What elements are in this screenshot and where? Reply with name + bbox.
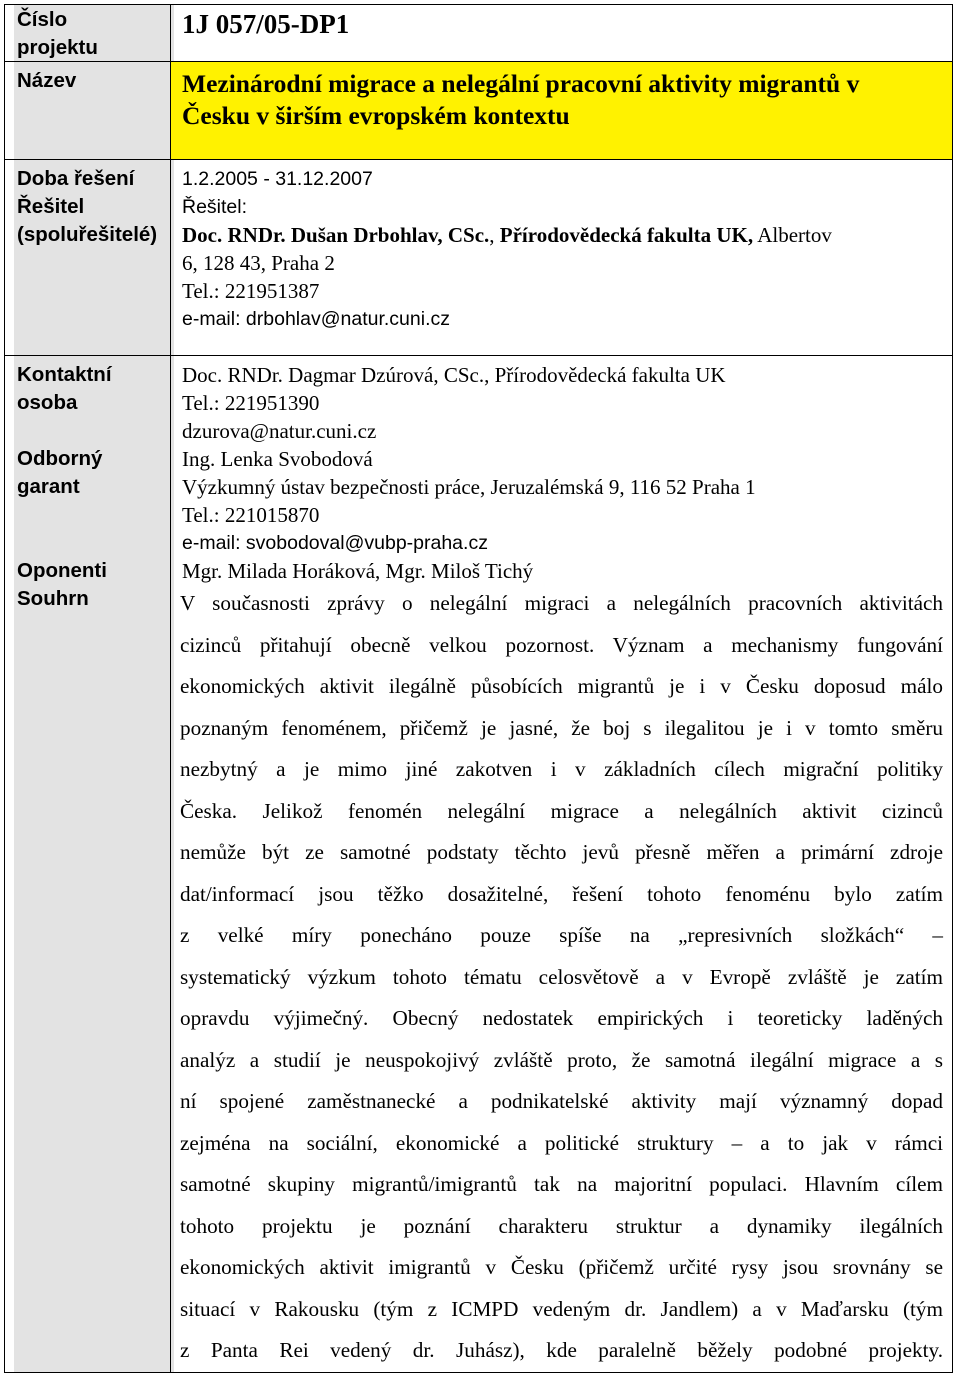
row-divider — [4, 355, 953, 356]
souhrn-line: dat/informací jsou těžko dosažitelné, řešení tohoto fenoménu bylo zatím — [180, 881, 943, 906]
project-title-line: Česku v širším evropském kontextu — [182, 101, 570, 130]
doba-reseni-value: 1.2.2005 - 31.12.2007 — [182, 168, 373, 190]
resitel-heading: Řešitel: — [182, 196, 248, 218]
project-title-line: Mezinárodní migrace a nelegální pracovní aktivity migrantů v — [182, 69, 860, 98]
souhrn-line: tohoto projektu je poznání charakteru struktur a dynamiky ilegálních — [180, 1213, 943, 1238]
oponenti-value: Mgr. Milada Horáková, Mgr. Miloš Tichý — [182, 559, 534, 583]
kontakt-email: dzurova@natur.cuni.cz — [182, 419, 377, 443]
souhrn-line: ní spojené zaměstnanecké a podnikatelské aktivity mají významný dopad — [180, 1089, 943, 1113]
kontakt-name-line: Doc. RNDr. Dagmar Dzúrová, CSc., Přírodovědecká fakulta UK — [182, 363, 726, 387]
row-divider — [4, 159, 953, 160]
resitel-name: Doc. RNDr. Dušan Drbohlav, CSc. — [182, 223, 490, 247]
resitel-address: 6, 128 43, Praha 2 — [182, 251, 335, 275]
resitel-email: e-mail: drbohlav@natur.cuni.cz — [182, 308, 451, 330]
kontakt-name: Doc. RNDr. Dagmar Dzúrová, CSc. — [182, 363, 485, 387]
garant-block — [182, 445, 756, 557]
label-resitel: Řešitel (spoluřešitelé) — [17, 195, 158, 246]
souhrn-line: Česka. Jelikož fenomén nelegální migrace a nelegálních aktivit cizinců — [180, 798, 943, 823]
souhrn-line: nemůže být ze samotné podstaty těchto jevů přesně měřen a primární zdroje — [180, 840, 943, 864]
project-title — [182, 68, 859, 132]
table-bottom-border — [4, 1372, 953, 1373]
resitel-block — [182, 193, 832, 333]
souhrn-line: analýz a studií je neuspokojivý zvláště proto, že samotná ilegální migrace a s — [180, 1047, 943, 1072]
kontakt-tel: Tel.: 221951390 — [182, 391, 320, 415]
garant-name: Ing. Lenka Svobodová — [182, 447, 373, 471]
garant-tel: Tel.: 221015870 — [182, 503, 320, 527]
label-cislo-projektu: Číslo projektu — [17, 8, 98, 59]
resitel-tel: Tel.: 221951387 — [182, 279, 320, 303]
resitel-name-line: Doc. RNDr. Dušan Drbohlav, CSc., Přírodovědecká fakulta UK, Albertov — [182, 223, 832, 247]
label-odborny-garant: Odborný garant — [17, 447, 103, 498]
souhrn-paragraph — [180, 583, 943, 1372]
resitel-faculty: Přírodovědecká fakulta UK, — [499, 223, 754, 247]
garant-email: e-mail: svobodoval@vubp-praha.cz — [182, 532, 488, 554]
souhrn-line: z Panta Rei vedený dr. Juhász), kde paralelně běžely podobné projekty. — [180, 1338, 943, 1362]
souhrn-line: ekonomických aktivit imigrantů v Česku (přičemž určité rysy jsou srovnány se — [180, 1255, 943, 1279]
souhrn-line: zejména na sociální, ekonomické a politické struktury – a to jak v rámci — [180, 1130, 943, 1155]
row-divider — [4, 61, 953, 62]
table-column-divider — [170, 4, 171, 1373]
table-left-border — [4, 4, 5, 1373]
label-souhrn: Souhrn — [17, 587, 89, 610]
kontakt-block — [182, 361, 726, 445]
souhrn-line: samotné skupiny migrantů/imigrantů tak na majoritní populaci. Hlavním cílem — [180, 1172, 943, 1196]
souhrn-line: z velké míry ponecháno pouze spíše na „represivních složkách“ – — [180, 923, 943, 947]
souhrn-line: cizinců přitahují obecně velkou pozornost. Význam a mechanismy fungování — [180, 632, 943, 657]
souhrn-line: nezbytný a je mimo jiné zakotven i v základních cílech migrační politiky — [180, 757, 943, 781]
label-oponenti: Oponenti — [17, 559, 107, 582]
table-right-border — [952, 4, 953, 1373]
souhrn-line: V současnosti zprávy o nelegální migraci a nelegálních pracovních aktivitách — [180, 591, 943, 615]
souhrn-line: ekonomických aktivit ilegálně působících migrantů je i v Česku doposud málo — [180, 674, 943, 698]
souhrn-line: opravdu výjimečný. Obecný nedostatek empirických i teoreticky laděných — [180, 1006, 943, 1030]
souhrn-line: situací v Rakousku (tým z ICMPD vedeným dr. Jandlem) a v Maďarsku (tým — [180, 1296, 943, 1321]
label-kontaktni-osoba: Kontaktní osoba — [17, 363, 112, 414]
souhrn-line: systematický výzkum tohoto tématu celosvětově a v Evropě zvláště je zatím — [180, 964, 943, 989]
table-top-border — [4, 4, 953, 5]
label-doba-reseni: Doba řešení — [17, 167, 135, 190]
souhrn-line: poznaným fenoménem, přičemž je jasné, že boj s ilegalitou je i v tomto směru — [180, 715, 943, 740]
label-nazev: Název — [17, 69, 77, 92]
project-number: 1J 057/05-DP1 — [182, 9, 350, 39]
garant-institute: Výzkumný ústav bezpečnosti práce, Jeruzalémská 9, 116 52 Praha 1 — [182, 475, 756, 499]
